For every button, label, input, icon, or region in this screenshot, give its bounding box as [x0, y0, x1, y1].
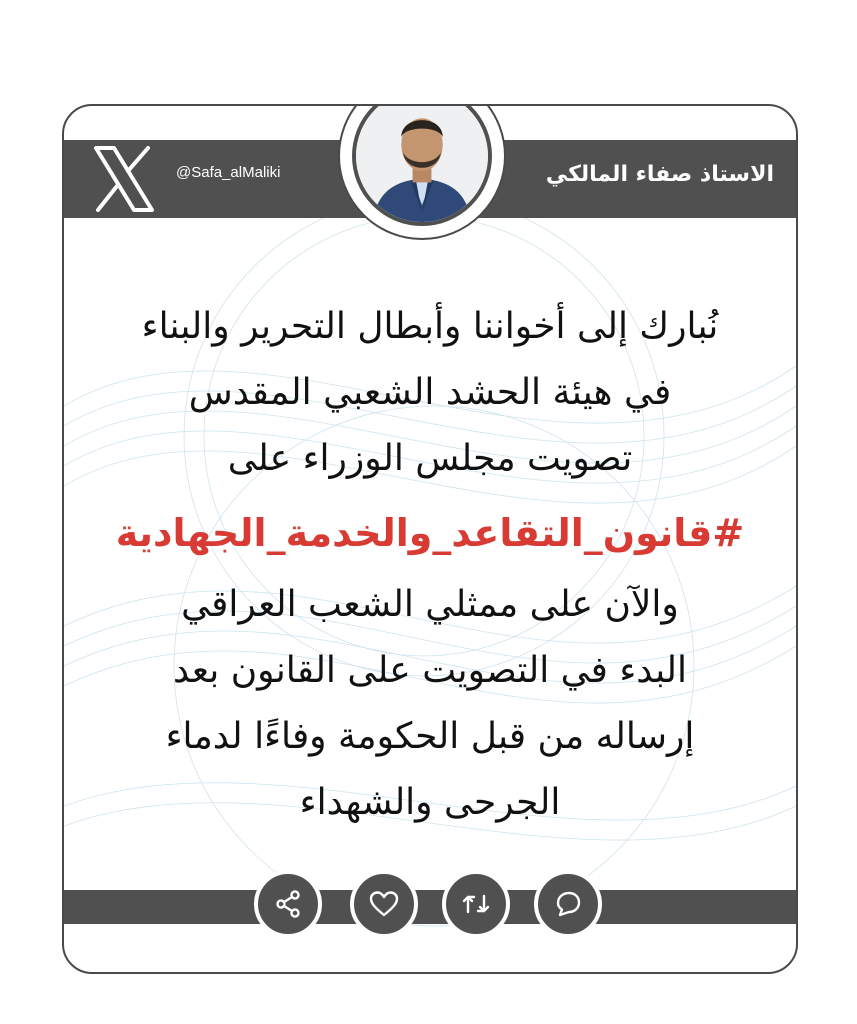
hashtag-link[interactable]: #قانون_التقاعد_والخدمة_الجهادية: [115, 511, 745, 555]
like-button[interactable]: [350, 870, 418, 938]
x-logo-icon[interactable]: [86, 142, 160, 216]
post-line: نُبارك إلى أخواننا وأبطال التحرير والبناء: [141, 306, 719, 347]
tweet-card: [62, 104, 798, 974]
post-line: البدء في التصويت على القانون بعد: [172, 650, 687, 691]
footer-bar: [64, 890, 796, 924]
user-handle[interactable]: @Safa_alMaliki: [176, 164, 281, 181]
user-name[interactable]: الاستاذ صفاء المالكي: [545, 162, 774, 187]
post-line: في هيئة الحشد الشعبي المقدس: [188, 372, 672, 413]
comment-icon: [552, 888, 584, 920]
share-button[interactable]: [254, 870, 322, 938]
post-line: الجرحى والشهداء: [299, 782, 561, 823]
post-body: [84, 294, 776, 836]
share-icon: [272, 888, 304, 920]
heart-icon: [368, 888, 400, 920]
comment-button[interactable]: [534, 870, 602, 938]
post-line: إرساله من قبل الحكومة وفاءًا لدماء: [165, 716, 695, 757]
avatar[interactable]: [352, 104, 492, 226]
post-line: تصويت مجلس الوزراء على: [227, 438, 633, 479]
retweet-button[interactable]: [442, 870, 510, 938]
post-line: والآن على ممثلي الشعب العراقي: [181, 584, 679, 625]
retweet-icon: [460, 888, 492, 920]
